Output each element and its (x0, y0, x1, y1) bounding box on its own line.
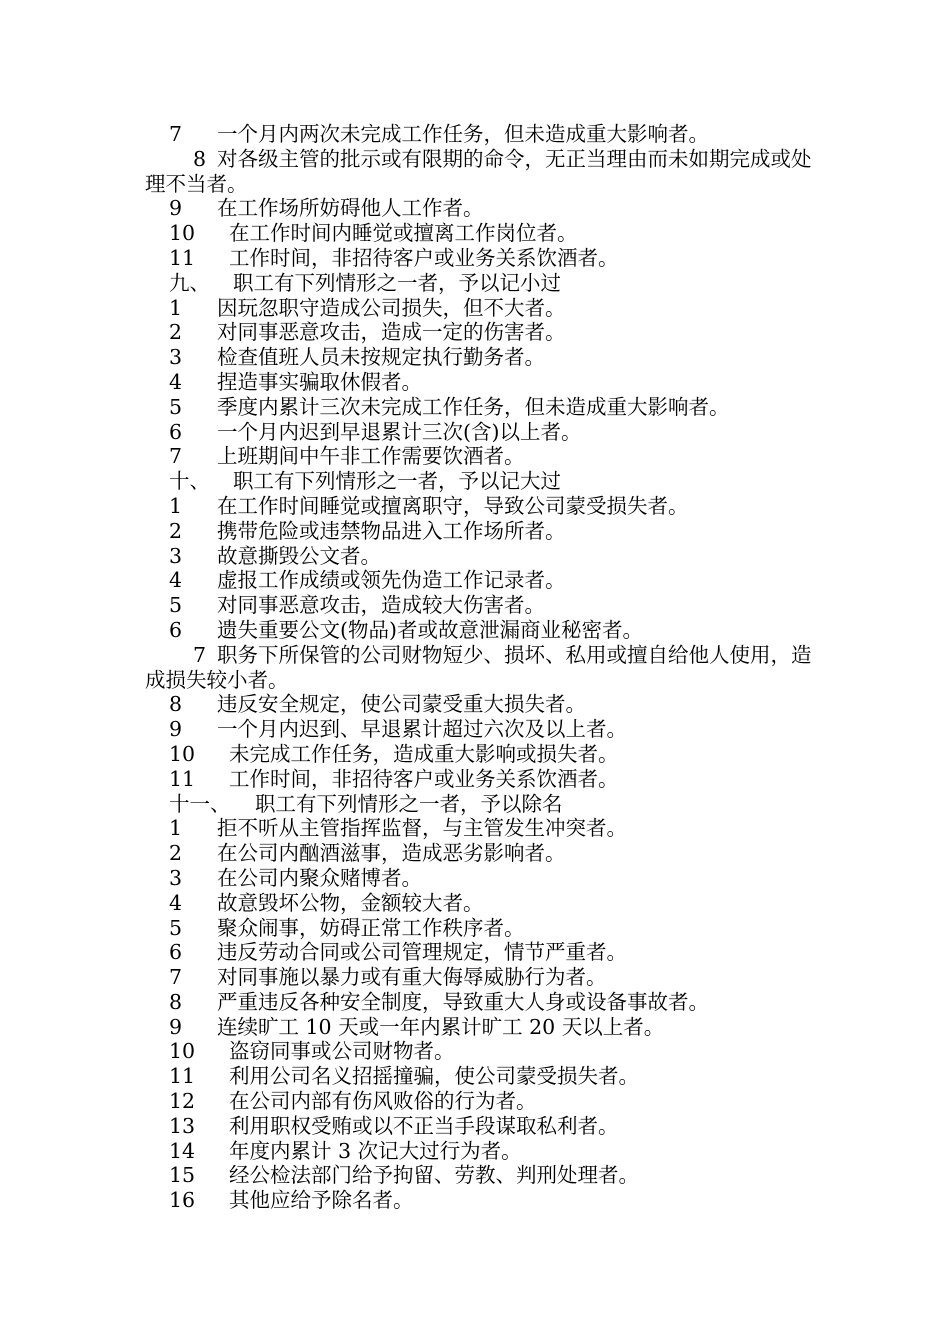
item-text: 利用公司名义招摇撞骗，使公司蒙受损失者。 (229, 1064, 639, 1089)
item-text: 经公检法部门给予拘留、劳教、判刑处理者。 (229, 1163, 639, 1188)
list-item (145, 370, 815, 395)
list-item (145, 866, 815, 891)
item-number: 16 (169, 1188, 196, 1213)
item-text: 严重违反各种安全制度，导致重大人身或设备事故者。 (217, 989, 709, 1014)
item-text: 对各级主管的批示或有限期的命令，无正当理由而未如期完成或处理不当者。 (145, 146, 812, 196)
section-number: 十、 (169, 469, 210, 494)
item-number: 5 (169, 915, 183, 940)
item-number: 14 (169, 1138, 196, 1163)
item-text: 虚报工作成绩或领先伪造工作记录者。 (217, 568, 566, 593)
item-text: 在公司内聚众赌博者。 (217, 865, 422, 890)
list-item (145, 420, 815, 445)
item-text: 对同事恶意攻击，造成一定的伤害者。 (217, 320, 566, 345)
item-number: 12 (169, 1089, 196, 1114)
item-text: 季度内累计三次未完成工作任务，但未造成重大影响者。 (217, 394, 730, 419)
item-text: 一个月内两次未完成工作任务，但未造成重大影响者。 (217, 122, 709, 146)
list-item (145, 568, 815, 593)
item-number: 10 (169, 1039, 196, 1064)
item-number: 9 (169, 196, 183, 221)
list-item (145, 916, 815, 941)
item-text: 工作时间，非招待客户或业务关系饮酒者。 (229, 766, 619, 791)
item-text: 聚众闹事，妨碍正常工作秩序者。 (217, 915, 525, 940)
item-number: 7 (169, 444, 183, 469)
item-text: 遗失重要公文(物品)者或故意泄漏商业秘密者。 (217, 617, 643, 642)
item-text: 未完成工作任务，造成重大影响或损失者。 (229, 741, 619, 766)
item-text: 故意撕毁公文者。 (217, 543, 381, 568)
list-item (145, 1064, 815, 1089)
list-item (145, 940, 815, 965)
item-number: 2 (169, 841, 183, 866)
list-item (145, 345, 815, 370)
section-title: 职工有下列情形之一者，予以记小过 (233, 270, 561, 295)
list-item (145, 196, 815, 221)
list-item (145, 395, 815, 420)
item-number: 8 (169, 692, 183, 717)
item-number: 9 (169, 717, 183, 742)
item-number: 10 (169, 741, 196, 766)
item-number: 10 (169, 221, 196, 246)
item-text: 职务下所保管的公司财物短少、损坏、私用或擅自给他人使用，造成损失较小者。 (145, 642, 812, 692)
item-number: 6 (169, 940, 183, 965)
item-text: 拒不听从主管指挥监督，与主管发生冲突者。 (217, 816, 627, 841)
section-number: 九、 (169, 270, 210, 295)
section-heading (145, 469, 815, 494)
section-heading (145, 271, 815, 296)
list-item (145, 1163, 815, 1188)
item-number: 7 (193, 642, 207, 667)
list-item (145, 519, 815, 544)
list-item (145, 816, 815, 841)
item-number: 1 (169, 295, 183, 320)
list-item (145, 1188, 815, 1213)
item-text: 在工作时间睡觉或擅离职守，导致公司蒙受损失者。 (217, 493, 689, 518)
item-text: 盗窃同事或公司财物者。 (229, 1039, 455, 1064)
list-item (145, 841, 815, 866)
section-heading (145, 792, 815, 817)
item-text: 一个月内迟到、早退累计超过六次及以上者。 (217, 717, 627, 742)
item-text: 工作时间，非招待客户或业务关系饮酒者。 (229, 245, 619, 270)
list-item (145, 494, 815, 519)
item-text: 对同事施以暴力或有重大侮辱威胁行为者。 (217, 965, 607, 990)
item-text: 检查值班人员未按规定执行勤务者。 (217, 345, 545, 370)
item-text: 在工作场所妨碍他人工作者。 (217, 196, 484, 221)
section-title: 职工有下列情形之一者，予以除名 (255, 791, 563, 816)
item-number: 3 (169, 865, 183, 890)
list-item (145, 593, 815, 618)
list-item (145, 1015, 815, 1040)
list-item (145, 122, 815, 147)
item-number: 6 (169, 617, 183, 642)
item-text: 其他应给予除名者。 (229, 1188, 414, 1213)
item-number: 8 (193, 146, 207, 171)
item-number: 6 (169, 419, 183, 444)
item-number: 11 (169, 245, 196, 270)
item-number: 3 (169, 543, 183, 568)
list-item (145, 618, 815, 643)
item-number: 4 (169, 568, 183, 593)
item-text: 违反安全规定，使公司蒙受重大损失者。 (217, 692, 586, 717)
item-number: 1 (169, 493, 183, 518)
list-item (145, 1114, 815, 1139)
item-number: 5 (169, 593, 183, 618)
list-item (145, 1089, 815, 1114)
item-text: 利用职权受贿或以不正当手段谋取私利者。 (229, 1113, 619, 1138)
list-item (145, 221, 815, 246)
item-text: 在工作时间内睡觉或擅离工作岗位者。 (229, 221, 578, 246)
list-item (145, 1039, 815, 1064)
item-text: 因玩忽职守造成公司损失，但不大者。 (217, 295, 566, 320)
list-item (145, 1139, 815, 1164)
list-item (145, 692, 815, 717)
list-item (145, 246, 815, 271)
item-number: 4 (169, 890, 183, 915)
item-text: 一个月内迟到早退累计三次(含)以上者。 (217, 419, 582, 444)
item-number: 5 (169, 394, 183, 419)
list-item (145, 444, 815, 469)
item-number: 4 (169, 369, 183, 394)
item-number: 2 (169, 320, 183, 345)
list-item (145, 742, 815, 767)
item-text: 携带危险或违禁物品进入工作场所者。 (217, 518, 566, 543)
item-text: 对同事恶意攻击，造成较大伤害者。 (217, 593, 545, 618)
item-number: 15 (169, 1163, 196, 1188)
item-text: 连续旷工 10 天或一年内累计旷工 20 天以上者。 (217, 1014, 665, 1039)
item-number: 8 (169, 989, 183, 1014)
item-text: 年度内累计 3 次记大过行为者。 (229, 1138, 522, 1163)
list-item (145, 296, 815, 321)
item-number: 3 (169, 345, 183, 370)
section-title: 职工有下列情形之一者，予以记大过 (233, 469, 561, 494)
list-item (145, 544, 815, 569)
item-number: 7 (169, 122, 183, 146)
item-number: 7 (169, 965, 183, 990)
item-number: 11 (169, 1064, 196, 1089)
document-body (145, 122, 815, 1213)
item-number: 1 (169, 816, 183, 841)
item-text: 违反劳动合同或公司管理规定，情节严重者。 (217, 940, 627, 965)
list-item (145, 965, 815, 990)
list-item (145, 891, 815, 916)
item-text: 上班期间中午非工作需要饮酒者。 (217, 444, 525, 469)
list-item (145, 990, 815, 1015)
section-number: 十一、 (169, 791, 231, 816)
item-text: 在公司内酗酒滋事，造成恶劣影响者。 (217, 841, 566, 866)
item-number: 13 (169, 1113, 196, 1138)
item-text: 捏造事实骗取休假者。 (217, 369, 422, 394)
list-item (145, 767, 815, 792)
list-item (145, 320, 815, 345)
list-item (145, 643, 815, 693)
item-number: 9 (169, 1014, 183, 1039)
item-text: 在公司内部有伤风败俗的行为者。 (229, 1089, 537, 1114)
item-number: 2 (169, 518, 183, 543)
item-number: 11 (169, 766, 196, 791)
item-text: 故意毁坏公物，金额较大者。 (217, 890, 484, 915)
list-item (145, 147, 815, 197)
list-item (145, 717, 815, 742)
